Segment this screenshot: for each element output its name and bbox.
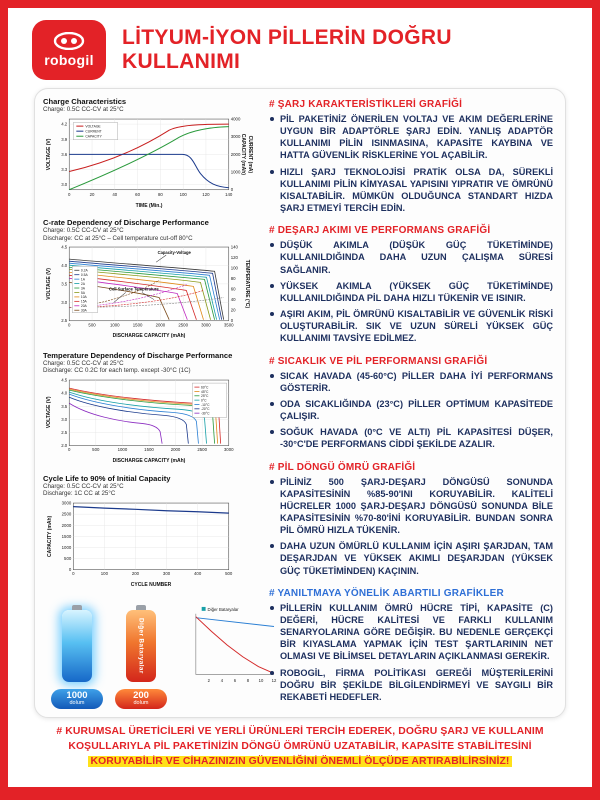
bullet-list [269, 370, 553, 451]
y-axis-right-label: TEMPERATURE (°C) [243, 259, 250, 309]
temperature-chart [43, 375, 257, 470]
y-axis-left-ticks [61, 377, 68, 448]
legend-label: 20A [80, 304, 87, 309]
cycles-count: 1000 [66, 690, 88, 702]
y-tick: 3.5 [61, 403, 68, 409]
legend-label: VOLTAGE [85, 124, 101, 129]
legend-label: -10°C [200, 402, 210, 407]
chart-temperature-discharge [43, 351, 257, 470]
annotation-cell-surface: Cell Surface Temperature [109, 286, 159, 292]
x-tick: 120 [202, 192, 210, 198]
battery-comparison [43, 598, 277, 709]
legend-label: 0°C [200, 398, 207, 403]
y-axis-left-ticks [61, 245, 68, 324]
legend [73, 123, 117, 140]
footer-line-1: # KURUMSAL ÜRETİCİLERİ VE YERLİ ÜRÜNLERİ TERCİH EDEREK, DOĞRU ŞARJ VE KULLANIM [56, 726, 544, 737]
other-battery-illustration [126, 610, 156, 682]
x-tick: 3000 [223, 446, 234, 452]
x-tick: 2500 [197, 446, 208, 452]
chart-subtitle: Charge: 0.5C CC-CV at 25°C [43, 482, 124, 490]
section-heading: # DEŞARJ AKIMI VE PERFORMANS GRAFİĞİ [269, 225, 491, 237]
mini-legend-swatch [202, 607, 206, 611]
x-axis-ticks [68, 322, 234, 327]
y-tick: 3000 [61, 500, 72, 506]
robogil-battery-illustration [62, 610, 92, 682]
x-axis-ticks [72, 571, 233, 576]
legend-label: 25°C [200, 393, 209, 398]
y-tick: 4.2 [61, 121, 68, 127]
y-tick: 0 [68, 567, 72, 573]
page-title: LİTYUM-İYON PİLLERİN DOĞRU KULLANIMI [122, 26, 452, 73]
x-axis-label: CYCLE NUMBER [130, 582, 172, 589]
x-tick: 400 [194, 571, 202, 577]
y-axis-right-label2: CURRENT (mA) [246, 135, 253, 174]
x-tick: 100 [100, 571, 108, 577]
y-tick: 3.5 [61, 281, 68, 287]
y-tick: 4.0 [61, 390, 68, 396]
legend-label: 30A [80, 308, 87, 313]
content-card [34, 88, 566, 718]
x-axis-label: DISCHARGE CAPACITY (mAh) [112, 457, 186, 464]
bullet: SICAK HAVADA (45-60°C) PİLLER DAHA İYİ PERFORMANS GÖSTERİR. [269, 370, 553, 394]
x-tick: 500 [92, 446, 100, 452]
x-tick: 80 [157, 192, 163, 198]
cycles-count: 200 [133, 690, 149, 702]
legend-label: CAPACITY [85, 134, 102, 139]
chart-subtitle: Charge: 0.5C CC-CV at 25°C [43, 106, 124, 113]
robogil-retention-line [196, 618, 274, 627]
x-tick: 1500 [144, 446, 154, 452]
y-tick: 20 [230, 307, 236, 313]
x-axis-ticks [68, 447, 234, 452]
bullet: YÜKSEK AKIMLA (YÜKSEK GÜÇ TÜKETİMİNDE) KULLANILDIĞINDA PİL DAHA HIZLI TÜKENİR VE ISINIR. [269, 280, 553, 304]
bullet: DAHA UZUN ÖMÜRLÜ KULLANIM İÇİN AŞIRI ŞARJDAN, TAM DEŞARJDAN VE YÜKSEK AKIMLI DEŞARJDAN (YÜKSEK GÜÇ TÜKETİMİNDEN) KAÇININ. [269, 540, 553, 576]
y-axis-left-ticks [62, 501, 72, 573]
y-tick: 100 [230, 265, 238, 271]
legend-label: 1A [80, 277, 85, 282]
y-tick: 40 [230, 297, 236, 303]
x-tick: 200 [131, 571, 140, 577]
bullet: ROBOGİL, FİRMA POLİTİKASI GEREĞİ MÜŞTERİLERİNİ DOĞRU BİR ŞEKİLDE BİLGİLENDİRMEYİ VE SAYGILI BİR REKABETİ HEDEFLER. [269, 667, 553, 703]
bullet-list [269, 476, 553, 577]
y-tick: 1000 [230, 169, 241, 175]
y-tick: 3.6 [61, 152, 68, 158]
y-tick: 3000 [230, 134, 241, 140]
y-tick: 3.0 [61, 416, 68, 422]
section-temperature-performance [269, 356, 553, 455]
x-tick: 0 [68, 322, 71, 328]
x-tick: 2000 [155, 322, 166, 328]
x-axis-label: DISCHARGE CAPACITY (mAh) [112, 332, 186, 339]
section-charge-characteristics [269, 99, 553, 218]
bullet: DÜŞÜK AKIMLA (DÜŞÜK GÜÇ TÜKETİMİNDE) KULLANILDIĞINDA DAHA UZUN ÇALIŞMA SÜRESİ SAĞLANIR. [269, 239, 553, 275]
legend-label: 5A [80, 290, 85, 295]
crate-chart [43, 242, 257, 347]
legend-label: 0.5A [80, 272, 88, 277]
chart-subtitle2: Discharge: CC at 25°C – Cell temperature cut-off 80°C [43, 234, 193, 242]
x-tick: 12 [271, 678, 277, 684]
chart-subtitle: Charge: 0.5C CC-CV at 25°C [43, 360, 124, 368]
bullet: PİL PAKETİNİZ ÖNERİLEN VOLTAJ VE AKIM DEĞERLERİNE UYGUN BİR ADAPTÖRLE ŞARJ EDİN. YANLIŞ ADAPTÖR KULLANIMI PİLİN ISINMASINA, KAPASİTE KAYBINA VE HATTA GÜVENLİK RİSKLERİNE YOL AÇABİLİR. [269, 113, 553, 162]
bullet-list [269, 602, 553, 703]
bullet: ODA SICAKLIĞINDA (23°C) PİLLER OPTİMUM KAPASİTEDE ÇALIŞIR. [269, 398, 553, 422]
y-axis-right-label: CAPACITY (mAh) [239, 134, 246, 176]
legend-label: 10A [80, 295, 87, 300]
bullet: PİLLERİN KULLANIM ÖMRÜ HÜCRE TİPİ, KAPASİTE (C) DEĞERİ, HÜCRE KALİTESİ VE FARKLI KULLANIM SENARYOLARINA GÖRE DEĞİŞİR. BU NEDENLE GERÇEKÇİ BİR KIYASLAMA YAPMAK İÇİN TEST ŞARTLARININ NET OLMASI VE BİLİMSEL DETAYLARIN AÇIKLANMASI GEREKİR. [269, 602, 553, 663]
y-tick: 0 [230, 318, 234, 324]
section-heading: # YANILTMAYA YÖNELİK ABARTILI GRAFİKLER [269, 587, 504, 599]
cycles-unit: dolum [69, 700, 85, 707]
x-tick: 0 [68, 192, 71, 198]
section-heading: # SICAKLIK VE PİL PERFORMANSI GRAFİĞİ [269, 355, 488, 367]
y-axis-left-ticks [61, 122, 68, 188]
x-axis-ticks [68, 192, 233, 197]
y-tick: 4000 [230, 116, 241, 122]
y-axis-label: CAPACITY (mAh) [47, 516, 54, 558]
x-tick: 8 [246, 678, 250, 684]
legend-label: -20°C [200, 406, 210, 411]
legend-label: -30°C [200, 411, 210, 416]
bullet: HIZLI ŞARJ TEKNOLOJİSİ PRATİK OLSA DA, SÜREKLİ KULLANIMI PİLİN KİMYASAL YAPISINI YIPRATIR VE ÖMRÜNÜ KISALTABİLİR. MÜMKÜN OLDUĞUNCA STANDART HIZDA ŞARJ ETMEYİ TERCİH EDİN. [269, 166, 553, 215]
y-tick: 2.0 [61, 442, 68, 448]
y-axis-label: VOLTAGE (V) [46, 268, 53, 300]
y-axis-label: VOLTAGE (V) [46, 396, 53, 428]
y-tick: 1000 [61, 545, 72, 551]
chart-title: Cycle Life to 90% of Initial Capacity [43, 473, 171, 483]
logo-text: robogil [44, 52, 94, 68]
x-tick: 1000 [117, 446, 128, 452]
x-tick: 140 [225, 192, 233, 198]
legend-label: 0.2A [80, 268, 88, 273]
x-tick: 100 [179, 192, 187, 198]
legend-label: 60°C [200, 385, 209, 390]
charge-chart [43, 113, 257, 214]
x-tick: 20 [89, 192, 95, 198]
y-tick: 80 [230, 276, 236, 282]
y-tick: 1500 [61, 534, 72, 540]
y-tick: 500 [64, 556, 72, 562]
x-axis-label: TIME (Min.) [135, 203, 163, 210]
y-tick: 0 [230, 187, 234, 193]
bullet-list [269, 113, 553, 214]
section-heading: # ŞARJ KARAKTERİSTİKLERİ GRAFİĞİ [269, 99, 463, 110]
x-tick: 3000 [201, 322, 211, 328]
robogil-icon [53, 32, 85, 50]
legend-label: 45°C [200, 389, 209, 394]
y-tick: 3.3 [61, 167, 68, 173]
x-tick: 2500 [178, 322, 189, 328]
x-tick: 60 [135, 192, 140, 198]
y-tick: 4.5 [61, 377, 68, 383]
y-tick: 4.0 [61, 262, 68, 268]
bullet: AŞIRI AKIM, PİL ÖMRÜNÜ KISALTABİLİR VE GÜVENLİK RİSKİ OLUŞTURABİLİR. SIK VE UZUN SÜRELİ YÜKSEK GÜÇ KULLANIMI TAVSİYE EDİLMEZ. [269, 308, 553, 344]
x-tick: 10 [258, 678, 264, 684]
footer-highlight: KORUYABİLİR VE CİHAZINIZIN GÜVENLİĞİNİ ÖNEMLİ ÖLÇÜDE ARTIRABİLİRSİNİZ! [88, 756, 513, 767]
chart-title: Charge Characteristics [43, 97, 127, 106]
robogil-battery-column [51, 604, 103, 709]
footer-line-3 [34, 755, 566, 770]
other-cycles-badge [115, 689, 167, 709]
y-axis-right-ticks [231, 245, 239, 324]
y-axis-label: VOLTAGE (V) [46, 138, 53, 171]
legend-label: 2A [80, 281, 85, 286]
charts-column [43, 97, 277, 709]
x-tick: 6 [233, 678, 237, 684]
robogil-logo [32, 20, 106, 80]
mini-legend-label: Diğer Bataryalar [207, 607, 239, 613]
chart-title: C-rate Dependency of Discharge Performance [43, 218, 209, 228]
legend [192, 383, 226, 417]
section-cycle-life [269, 462, 553, 581]
x-tick: 1000 [109, 322, 120, 328]
footer-message [34, 725, 566, 769]
x-tick: 4 [220, 678, 224, 684]
x-tick: 1500 [132, 322, 143, 328]
x-tick: 2000 [170, 446, 181, 452]
section-heading: # PİL DÖNGÜ ÖMRÜ GRAFİĞİ [269, 461, 416, 473]
y-tick: 60 [230, 286, 236, 292]
y-tick: 2000 [230, 152, 241, 158]
y-tick: 3.9 [61, 137, 68, 143]
section-discharge-performance [269, 225, 553, 348]
chart-title: Temperature Dependency of Discharge Performance [43, 351, 233, 361]
y-tick: 140 [230, 244, 238, 250]
mini-axes [196, 614, 274, 675]
x-tick: 2 [207, 678, 210, 684]
chart-cycle-life [43, 474, 257, 595]
chart-charge-characteristics [43, 97, 257, 214]
annotation-capacity-voltage: Capacity-Voltage [157, 250, 191, 256]
chart-subtitle2: Discharge: 1C CC at 25°C [43, 489, 116, 497]
chart-crate-discharge [43, 218, 257, 347]
section-misleading-charts [269, 588, 553, 707]
header [8, 8, 592, 84]
x-tick: 500 [88, 322, 96, 328]
other-battery-column [115, 604, 167, 709]
legend [72, 266, 97, 312]
cycles-unit: dolum [133, 700, 149, 707]
other-battery-label: Diğer Bataryalar [137, 618, 145, 675]
y-tick: 120 [230, 255, 238, 261]
y-tick: 2.5 [61, 318, 68, 324]
cycle-life-chart [43, 497, 257, 594]
x-tick: 0 [72, 571, 75, 577]
y-tick: 3.0 [61, 299, 68, 305]
y-tick: 3.0 [61, 182, 68, 188]
x-tick: 0 [68, 446, 71, 452]
bullet: SOĞUK HAVADA (0°C VE ALTI) PİL KAPASİTESİ DÜŞER, -30°C'DE PERFORMANS CİDDİ ŞEKİLDE AZALIR. [269, 426, 553, 450]
chart-subtitle: Charge: 0.5C CC-CV at 25°C [43, 227, 124, 235]
robogil-cycles-badge [51, 689, 103, 709]
bullet: PİLİNİZ 500 ŞARJ-DEŞARJ DÖNGÜSÜ SONUNDA KAPASİTESİNİN %85-90'INI KORUYABİLİR. KALİTELİ HÜCRELER 1000 ŞARJ-DEŞARJ DÖNGÜSÜ SONUNDA BİLE KAPASİTESİNİN %70-80'İNİ KORUYABİLİR. BUNDAN SONRA PİL ÖMRÜ HIZLA TÜKENİR. [269, 476, 553, 537]
bullet-list [269, 239, 553, 344]
x-tick: 40 [112, 192, 118, 198]
x-tick: 300 [162, 571, 171, 577]
chart-subtitle2: Discharge: CC 0.2C for each temp. except -30°C (1C) [43, 367, 191, 375]
y-tick: 2.5 [61, 429, 68, 435]
x-tick: 3500 [223, 322, 234, 328]
y-tick: 4.5 [61, 244, 68, 250]
y-tick: 2000 [61, 523, 72, 529]
legend-label: 15A [80, 299, 87, 304]
legend-label: CURRENT [85, 129, 102, 134]
x-tick: 500 [225, 571, 233, 577]
text-column [267, 97, 557, 709]
y-tick: 2500 [61, 511, 72, 517]
footer-line-2: KOŞULLARIYLA PİL PAKETİNİZİN DÖNGÜ ÖMRÜNÜ UZATABİLİR, KAPASİTE STABİLİTESİNİ [68, 740, 532, 752]
legend-label: 3A [80, 286, 85, 291]
y-axis-right-ticks [231, 117, 241, 193]
